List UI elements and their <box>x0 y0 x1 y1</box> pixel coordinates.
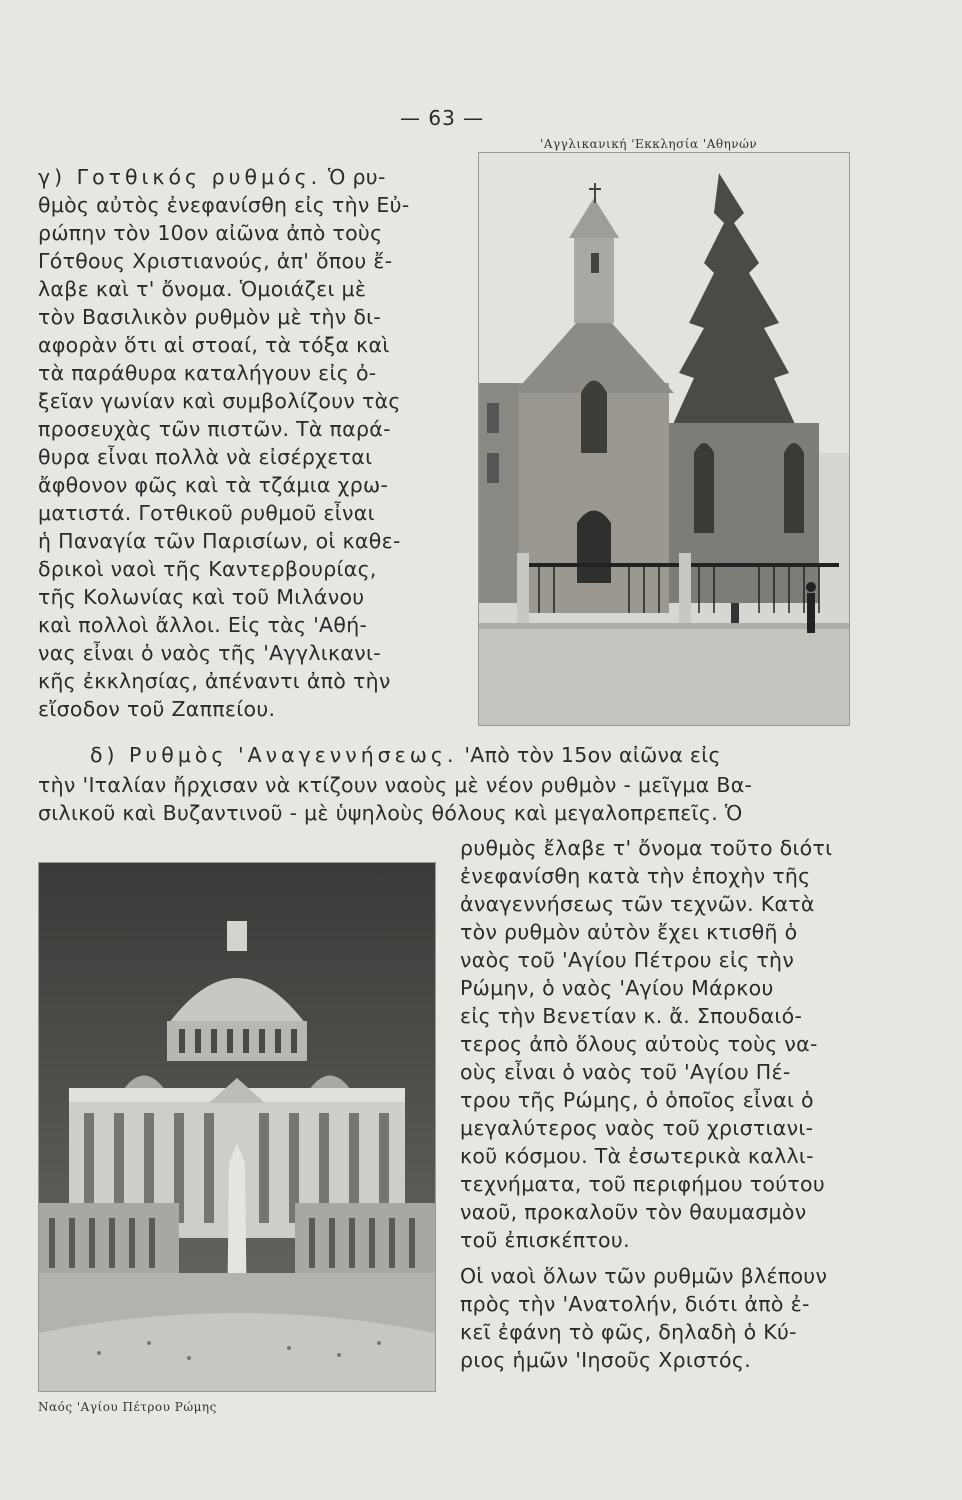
gothic-line: Γότθους Χριστιανούς, ἀπ' ὅπου ἔ- <box>38 249 393 273</box>
renaissance-line: οὺς εἶναι ὁ ναὸς τοῦ 'Αγίου Πέ- <box>460 1060 791 1084</box>
gothic-line: ρώπην τὸν 10ον αἰῶνα ἀπὸ τοὺς <box>38 221 383 245</box>
gothic-section <box>38 165 478 755</box>
renaissance-line: τεχνήματα, τοῦ περιφήμου τούτου <box>460 1172 826 1196</box>
renaissance-line: τὸν ρυθμὸν αὐτὸν ἔχει κτισθῆ ὁ <box>460 920 798 944</box>
orientation-line: ριος ἡμῶν 'Ιησοῦς Χριστός. <box>460 1348 752 1372</box>
orientation-line: πρὸς τὴν 'Ανατολήν, διότι ἀπὸ ἐ- <box>460 1292 810 1316</box>
renaissance-first-line <box>90 743 721 767</box>
orientation-line: κεῖ ἐφάνη τὸ φῶς, δηλαδὴ ὁ Κύ- <box>460 1320 797 1344</box>
gothic-line: νας εἶναι ὁ ναὸς τῆς 'Αγγλικανι- <box>38 641 381 665</box>
renaissance-heading: δ) Ρυθμὸς 'Αναγεννήσεως. <box>90 743 458 767</box>
gothic-line: Ὁ ρυ- <box>327 165 386 189</box>
gothic-line: ματιστά. Γοτθικοῦ ρυθμοῦ εἶναι <box>38 501 375 525</box>
renaissance-line: ναὸς τοῦ 'Αγίου Πέτρου εἰς τὴν <box>460 948 795 972</box>
orientation-line: Οἱ ναοὶ ὅλων τῶν ρυθμῶν βλέπουν <box>460 1264 828 1288</box>
st-peter-caption: Ναός 'Αγίου Πέτρου Ρώμης <box>38 1400 217 1414</box>
renaissance-line: ναοῦ, προκαλοῦν τὸν θαυμασμὸν <box>460 1200 807 1224</box>
gothic-line: καὶ πολλοὶ ἄλλοι. Εἰς τὰς 'Αθή- <box>38 613 368 637</box>
anglican-church-caption: 'Αγγλικανική 'Εκκλησία 'Αθηνών <box>540 137 758 151</box>
gothic-line: τὸν Βασιλικὸν ρυθμὸν μὲ τὴν δι- <box>38 305 382 329</box>
gothic-line: τὰ παράθυρα καταλήγουν εἰς ὀ- <box>38 361 377 385</box>
renaissance-line: τὴν 'Ιταλίαν ἤρχισαν νὰ κτίζουν ναοὺς μὲ νέον ρυθμὸν - μεῖγμα Βα- <box>38 773 753 797</box>
renaissance-line: ρυθμὸς ἔλαβε τ' ὄνομα τοῦτο διότι <box>460 836 833 860</box>
gothic-line: ξεῖαν γωνίαν καὶ συμβολίζουν τὰς <box>38 389 401 413</box>
renaissance-line: τρου τῆς Ρώμης, ὁ ὁποῖος εἶναι ὁ <box>460 1088 814 1112</box>
renaissance-line: τερος ἀπὸ ὅλους αὐτοὺς τοὺς να- <box>460 1032 818 1056</box>
gothic-line: δρικοὶ ναοὶ τῆς Καντερβουρίας, <box>38 557 377 581</box>
gothic-line: προσευχὰς τῶν πιστῶν. Τὰ παρά- <box>38 417 391 441</box>
gothic-line: λαβε καὶ τ' ὄνομα. Ὁμοιάζει μὲ <box>38 277 367 301</box>
renaissance-line: μεγαλύτερος ναὸς τοῦ χριστιανι- <box>460 1116 814 1140</box>
gothic-heading: γ) Γοτθικός ρυθμός. <box>38 165 322 189</box>
renaissance-line: ἐνεφανίσθη κατὰ τὴν ἐποχὴν τῆς <box>460 864 811 888</box>
renaissance-line: τοῦ ἐπισκέπτου. <box>460 1228 630 1252</box>
gothic-line: αφορὰν ὅτι αἱ στοαί, τὰ τόξα καὶ <box>38 333 390 357</box>
gothic-line: τῆς Κολωνίας καὶ τοῦ Μιλάνου <box>38 585 365 609</box>
renaissance-line: κοῦ κόσμου. Τὰ ἐσωτερικὰ καλλι- <box>460 1144 814 1168</box>
gothic-line: θμὸς αὐτὸς ἐνεφανίσθη εἰς τὴν Εὐ- <box>38 193 410 217</box>
renaissance-line: εἰς τὴν Βενετίαν κ. ἄ. Σπουδαιό- <box>460 1004 803 1028</box>
renaissance-section <box>38 743 938 843</box>
gothic-line: εἴσοδον τοῦ Ζαππείου. <box>38 697 276 721</box>
st-peter-photo <box>38 862 436 1392</box>
gothic-line: θυρα εἶναι πολλὰ νὰ εἰσέρχεται <box>38 445 373 469</box>
gothic-line: ἄφθονον φῶς καὶ τὰ τζάμια χρω- <box>38 473 389 497</box>
page-number: — 63 — <box>400 106 485 130</box>
anglican-church-photo <box>478 152 850 726</box>
renaissance-line: Ρώμην, ὁ ναὸς 'Αγίου Μάρκου <box>460 976 774 1000</box>
renaissance-line: σιλικοῦ καὶ Βυζαντινοῦ - μὲ ὑψηλοὺς θόλους καὶ μεγαλοπρεπεῖς. Ὁ <box>38 801 743 825</box>
renaissance-line: 'Απὸ τὸν 15ον αἰῶνα εἰς <box>464 743 721 767</box>
renaissance-right-column <box>460 836 940 1396</box>
renaissance-line: ἀναγεννήσεως τῶν τεχνῶν. Κατὰ <box>460 892 815 916</box>
gothic-line: ἡ Παναγία τῶν Παρισίων, οἱ καθε- <box>38 529 401 553</box>
gothic-first-line <box>38 165 386 189</box>
gothic-line: κῆς ἐκκλησίας, ἀπέναντι ἀπὸ τὴν <box>38 669 391 693</box>
